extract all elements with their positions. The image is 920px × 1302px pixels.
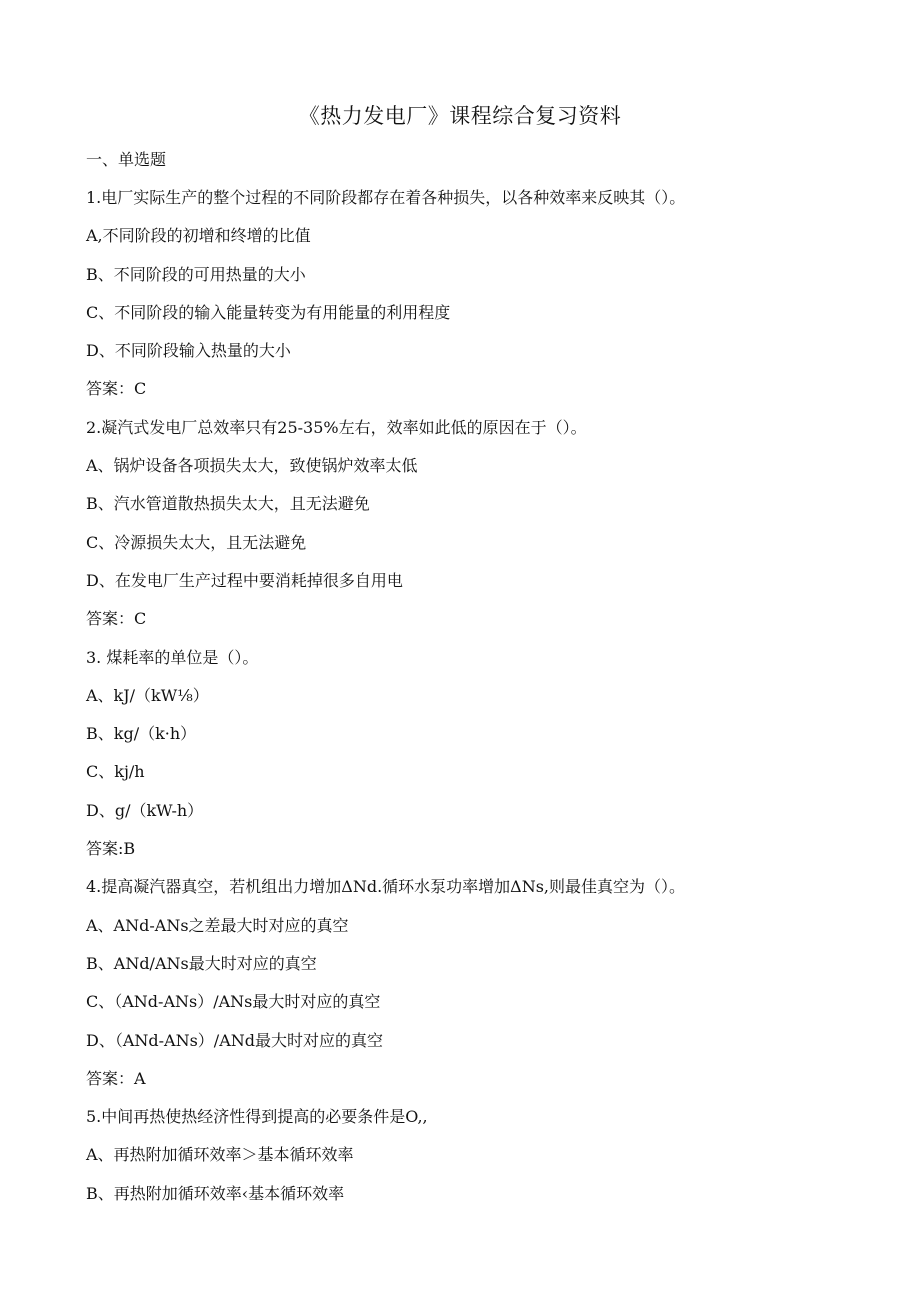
q4-option-a: A、ANd-ANs之差最大时对应的真空 — [86, 915, 349, 935]
question-2: 2.凝汽式发电厂总效率只有25-35%左右，效率如此低的原因在于（）。 — [86, 417, 587, 437]
q1-option-b: B、不同阶段的可用热量的大小 — [86, 264, 306, 284]
q3-option-d: D、g∕（kW-h） — [86, 800, 204, 820]
question-4: 4.提高凝汽器真空，若机组出力增加ΔNd.循环水泵功率增加ΔNs,则最佳真空为（）。 — [86, 877, 686, 897]
q1-option-d: D、不同阶段输入热量的大小 — [86, 341, 291, 361]
q3-answer: 答案:B — [86, 839, 136, 859]
question-5: 5.中间再热使热经济性得到提高的必要条件是O,, — [86, 1107, 428, 1127]
q2-option-c: C、冷源损失太大，且无法避免 — [86, 532, 307, 552]
q5-option-a: A、再热附加循环效率＞基本循环效率 — [86, 1145, 354, 1165]
q2-option-a: A、锅炉设备各项损失太大，致使锅炉效率太低 — [86, 456, 418, 476]
q1-option-a: A,不同阶段的初增和终增的比值 — [86, 226, 311, 246]
q2-option-d: D、在发电厂生产过程中要消耗掉很多自用电 — [86, 570, 403, 590]
document-body — [86, 186, 886, 1220]
question-3: 3. 煤耗率的单位是（）。 — [86, 647, 259, 667]
section-heading: 一、单选题 — [86, 150, 167, 169]
q2-option-b: B、汽水管道散热损失太大，且无法避免 — [86, 494, 370, 514]
q4-option-c: C、（ANd-ANs）/ANs最大时对应的真空 — [86, 992, 381, 1012]
q1-option-c: C、不同阶段的输入能量转变为有用能量的利用程度 — [86, 302, 451, 322]
q4-option-d: D、（ANd-ANs）/ANd最大时对应的真空 — [86, 1030, 383, 1050]
document-title: 《热力发电厂》课程综合复习资料 — [298, 104, 622, 128]
q5-option-b: B、再热附加循环效率‹基本循环效率 — [86, 1183, 345, 1203]
q4-answer: 答案：A — [86, 1068, 146, 1088]
q4-option-b: B、ANd/ANs最大时对应的真空 — [86, 953, 317, 973]
question-1: 1.电厂实际生产的整个过程的不同阶段都存在着各种损失，以各种效率来反映其（）。 — [86, 188, 686, 207]
q3-option-b: B、kg∕（k·h） — [86, 724, 197, 744]
q1-answer: 答案：C — [86, 379, 147, 399]
q2-answer: 答案：C — [86, 609, 147, 629]
q3-option-c: C、kj/h — [86, 762, 145, 782]
q3-option-a: A、kJ∕（kW⅛） — [86, 685, 209, 705]
